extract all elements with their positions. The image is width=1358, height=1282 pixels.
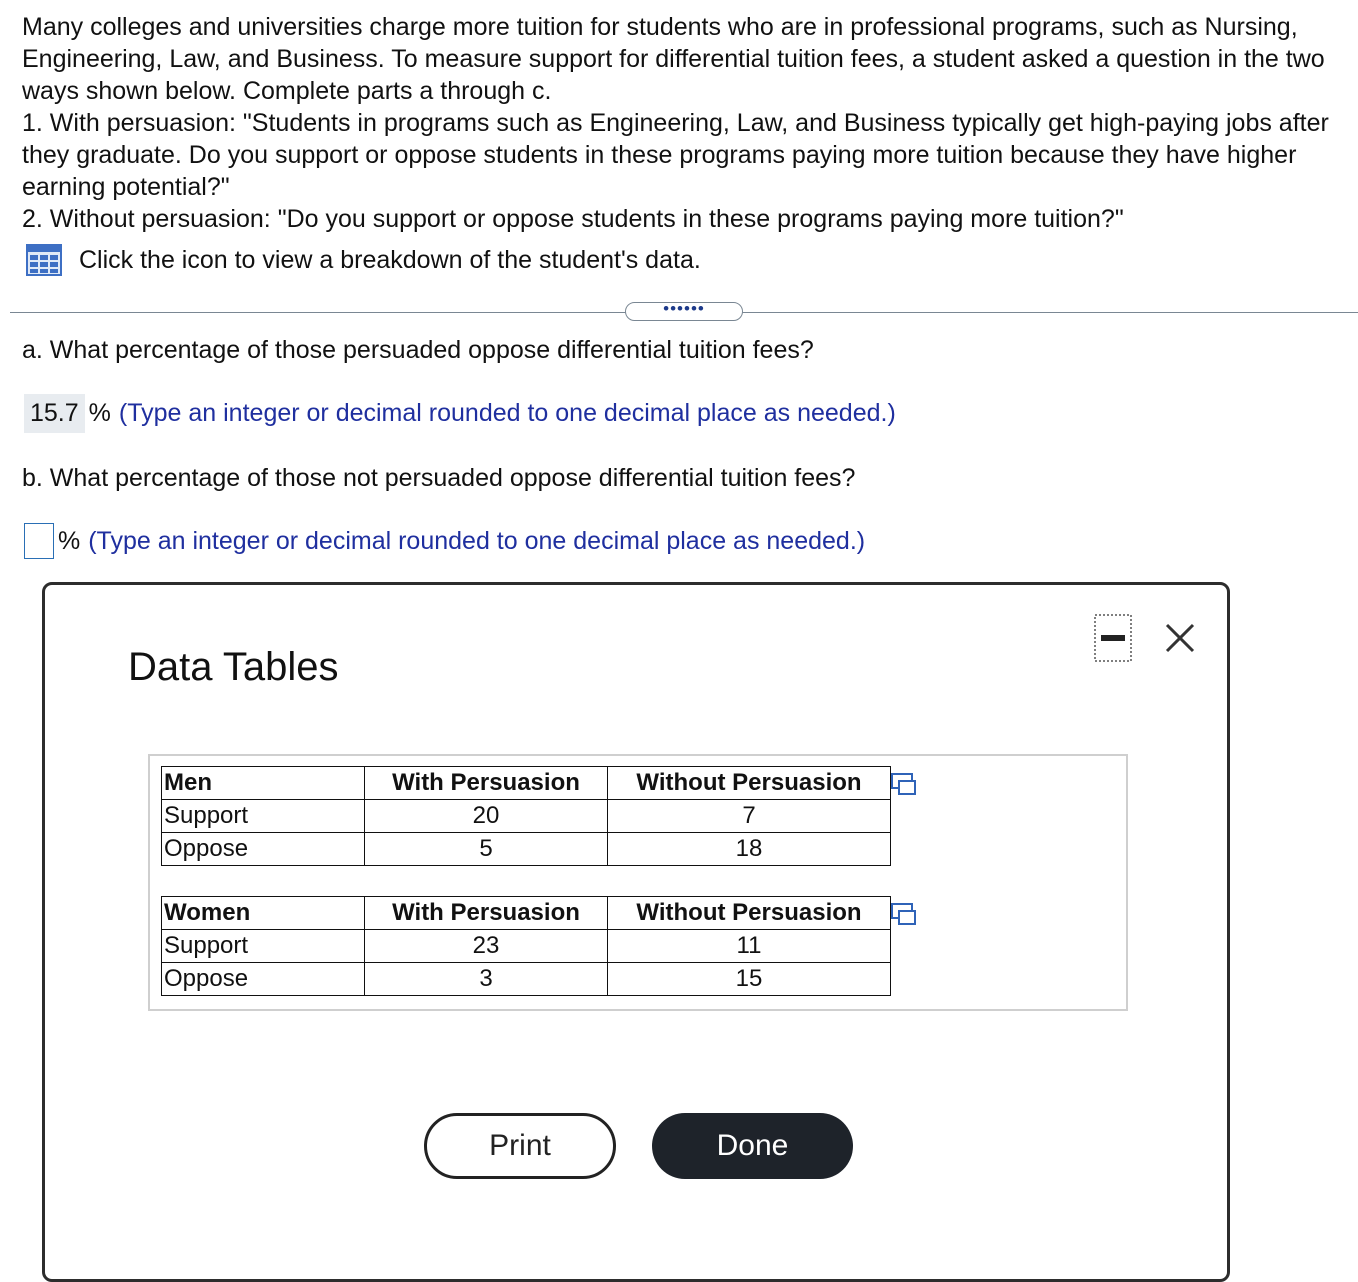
copy-to-clipboard-icon[interactable] [890, 772, 918, 796]
row-label: Support [162, 800, 365, 833]
expand-more-button[interactable]: •••••• [625, 302, 743, 321]
cell-value: 20 [365, 800, 608, 833]
data-link [26, 244, 701, 276]
header-group: Men [162, 767, 365, 800]
answer-a-unit: % [88, 399, 111, 427]
table-header-row [162, 767, 891, 800]
data-link-text: Click the icon to view a breakdown of the student's data. [79, 245, 701, 274]
answer-b-hint: (Type an integer or decimal rounded to one decimal place as needed.) [88, 526, 866, 555]
table-row [162, 800, 891, 833]
problem-item-1: 1. With persuasion: "Students in programs such as Engineering, Law, and Business typically get high-paying jobs after they graduate. Do you support or oppose students in these programs paying more tuition because they have higher earning potential?" [22, 109, 1329, 201]
cell-value: 23 [365, 930, 608, 963]
header-with-persuasion: With Persuasion [365, 767, 608, 800]
cell-value: 3 [365, 963, 608, 996]
answer-b-unit: % [58, 526, 81, 555]
done-button[interactable]: Done [652, 1113, 853, 1179]
cell-value: 15 [608, 963, 891, 996]
header-with-persuasion: With Persuasion [365, 897, 608, 930]
row-label: Support [162, 930, 365, 963]
answer-a-row [24, 394, 896, 433]
dialog-title: Data Tables [128, 645, 339, 689]
table-row [162, 930, 891, 963]
question-b: b. What percentage of those not persuaded oppose differential tuition fees? [22, 464, 856, 492]
cell-value: 11 [608, 930, 891, 963]
answer-b-row [24, 523, 865, 559]
table-header-row [162, 897, 891, 930]
table-row [162, 963, 891, 996]
problem-statement [22, 11, 1342, 235]
cell-value: 7 [608, 800, 891, 833]
cell-value: 5 [365, 833, 608, 866]
women-table [161, 896, 891, 996]
problem-intro: Many colleges and universities charge more tuition for students who are in professional programs, such as Nursing, Engineering, Law, and Business. To measure support for differential tuition fees, a student asked a question in the two ways shown below. Complete parts a through c. [22, 13, 1325, 105]
minimize-icon[interactable] [1094, 614, 1132, 662]
table-row [162, 833, 891, 866]
answer-a-hint: (Type an integer or decimal rounded to one decimal place as needed.) [118, 399, 896, 427]
problem-item-2: 2. Without persuasion: "Do you support or oppose students in these programs paying more tuition?" [22, 205, 1124, 233]
close-icon[interactable] [1163, 621, 1197, 655]
question-a: a. What percentage of those persuaded oppose differential tuition fees? [22, 336, 814, 364]
data-tables-dialog [42, 582, 1230, 1282]
row-label: Oppose [162, 833, 365, 866]
header-without-persuasion: Without Persuasion [608, 767, 891, 800]
answer-a-field[interactable]: 15.7 [24, 394, 85, 433]
answer-b-input[interactable] [24, 523, 54, 559]
men-table [161, 766, 891, 866]
cell-value: 18 [608, 833, 891, 866]
data-tables-panel [148, 754, 1128, 1011]
print-button[interactable]: Print [424, 1113, 616, 1179]
header-group: Women [162, 897, 365, 930]
copy-to-clipboard-icon[interactable] [890, 902, 918, 926]
row-label: Oppose [162, 963, 365, 996]
grid-table-icon[interactable] [26, 244, 62, 276]
header-without-persuasion: Without Persuasion [608, 897, 891, 930]
